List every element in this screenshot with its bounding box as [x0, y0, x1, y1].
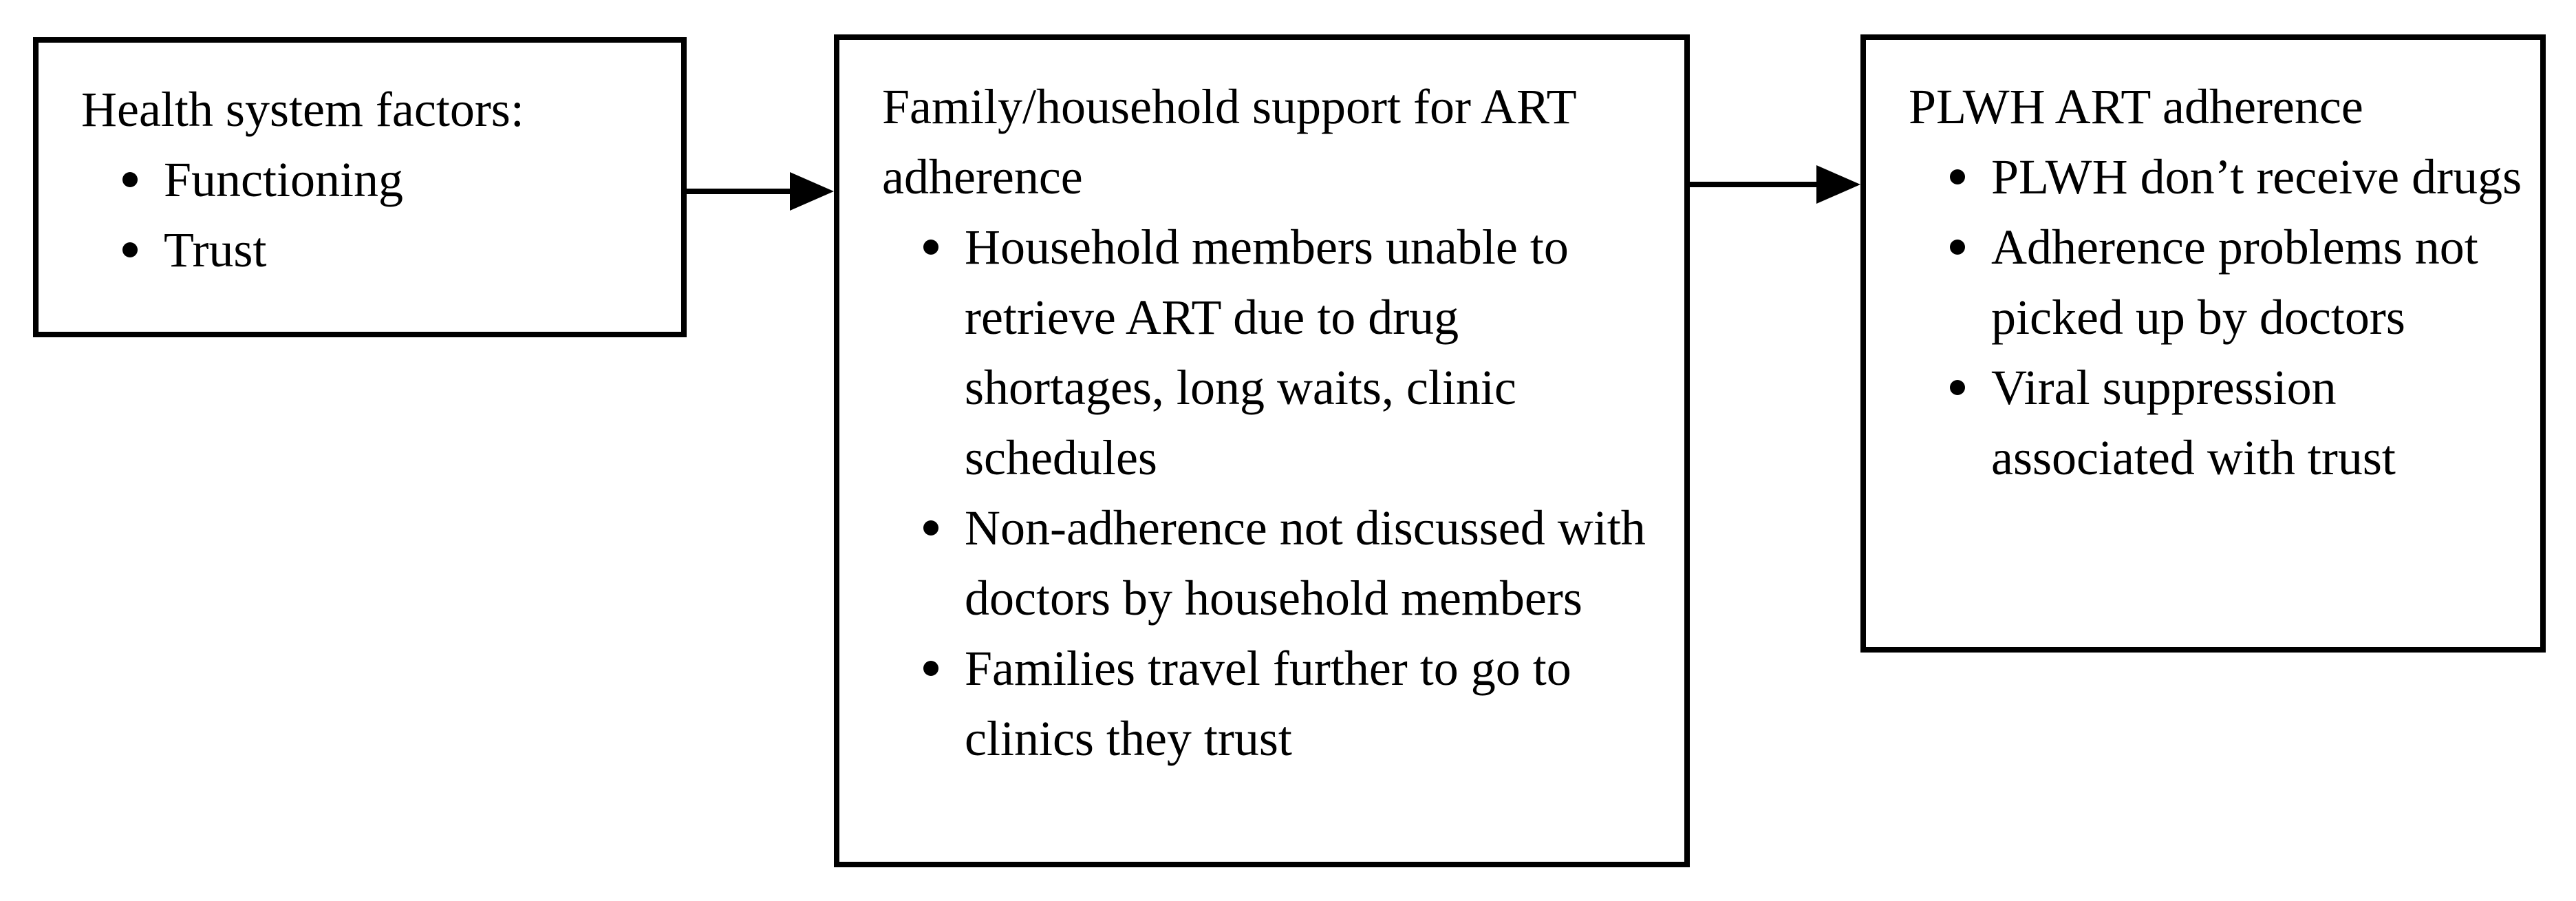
- bullet-icon: [923, 661, 938, 676]
- list-item-text: Adherence problems not picked up by doctors: [1991, 220, 2478, 345]
- bullet-icon: [923, 240, 938, 255]
- arrow-family-to-adherence: [1690, 165, 1860, 204]
- health-system-factors-list: [81, 145, 681, 285]
- family-support-list: [882, 212, 1684, 774]
- bullet-icon: [122, 172, 138, 187]
- list-item: [81, 215, 681, 285]
- bullet-icon: [122, 242, 138, 257]
- plwh-adherence-list: [1909, 142, 2540, 493]
- list-item-text: Viral suppression associated with trust: [1991, 360, 2396, 485]
- list-item: [882, 212, 1653, 493]
- health-system-factors-box: [33, 37, 687, 337]
- arrow-health-to-family: [687, 172, 834, 211]
- family-support-box: [834, 34, 1690, 867]
- list-item-text: Trust: [164, 222, 267, 277]
- bullet-icon: [1950, 380, 1965, 395]
- list-item-text: Household members unable to retrieve ART due to drug shortages, long waits, clinic schedules: [965, 220, 1569, 485]
- health-system-factors-title: Health system factors:: [81, 82, 524, 137]
- list-item: [1909, 352, 2528, 493]
- list-item: [1909, 142, 2528, 212]
- plwh-adherence-title: PLWH ART adherence: [1909, 79, 2363, 134]
- list-item: [882, 633, 1653, 774]
- list-item: [81, 145, 681, 215]
- list-item-text: Functioning: [164, 152, 404, 207]
- bullet-icon: [1950, 169, 1965, 184]
- list-item: [1909, 212, 2528, 352]
- bullet-icon: [1950, 240, 1965, 255]
- bullet-icon: [923, 520, 938, 536]
- plwh-adherence-box: [1860, 34, 2546, 653]
- list-item-text: PLWH don’t receive drugs: [1991, 149, 2522, 204]
- list-item-text: Non-adherence not discussed with doctors by household members: [965, 500, 1646, 626]
- list-item-text: Families travel further to go to clinics they trust: [965, 641, 1571, 766]
- family-support-title: Family/household support for ART adherence: [882, 79, 1576, 204]
- list-item: [882, 493, 1653, 633]
